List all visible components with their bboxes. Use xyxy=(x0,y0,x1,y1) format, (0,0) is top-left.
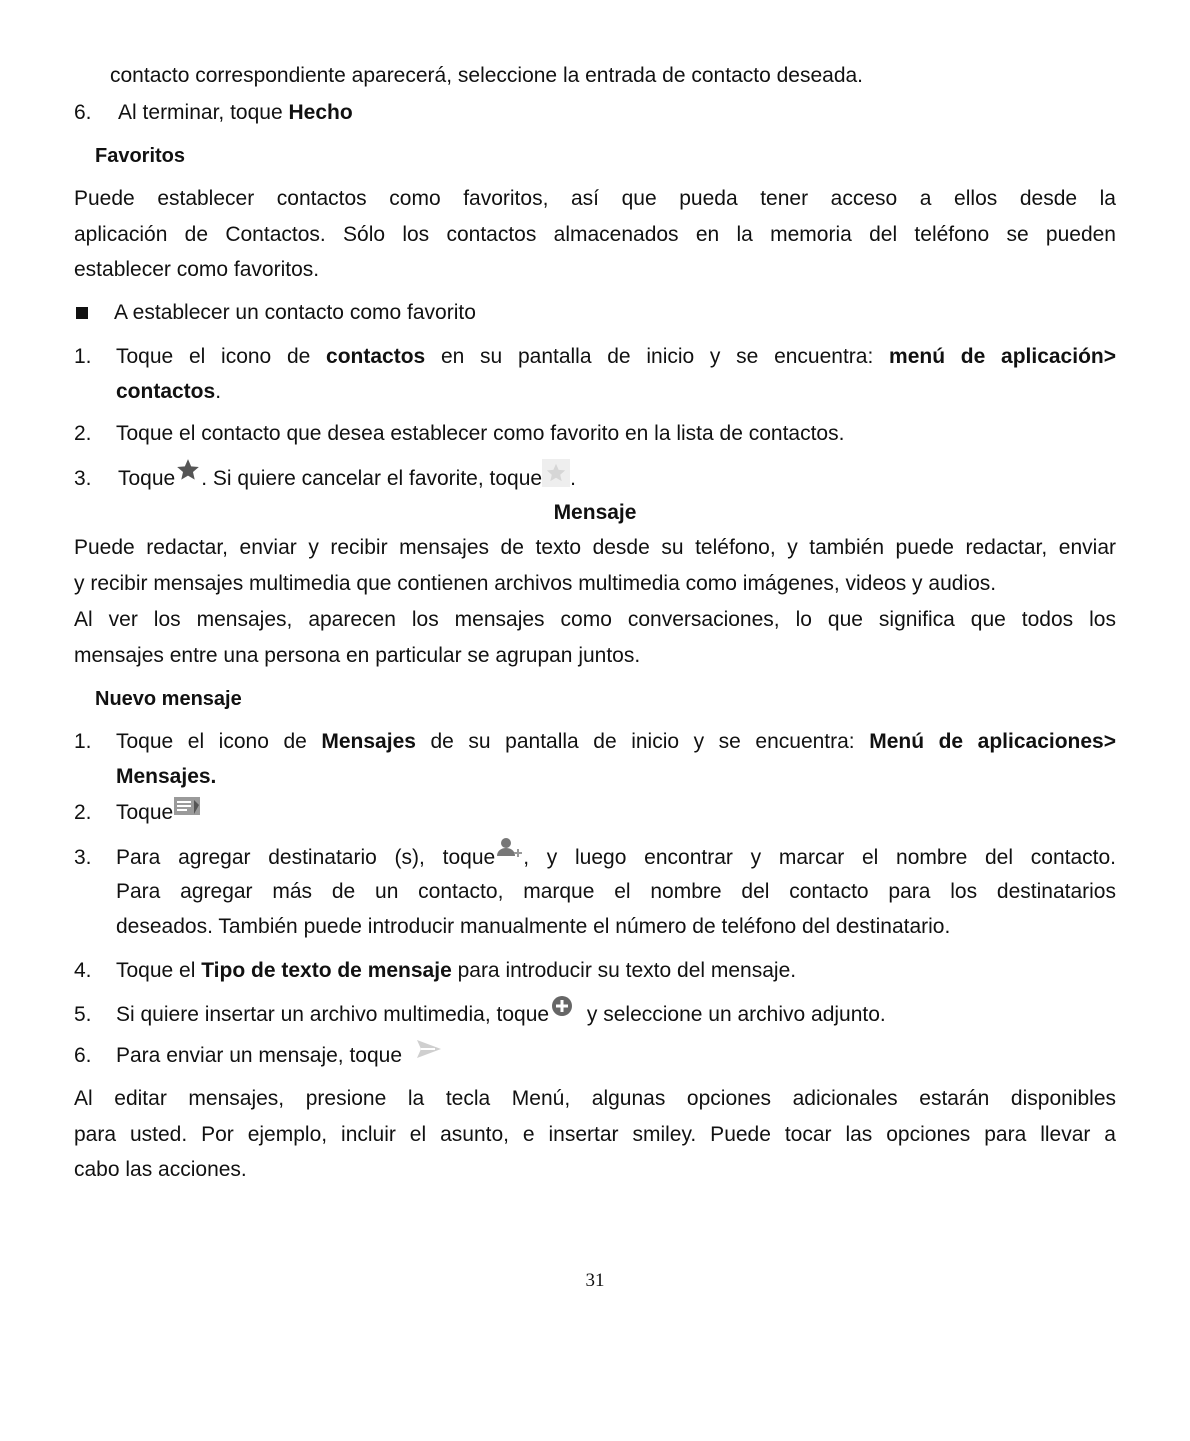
paragraph-line: para usted. Por ejemplo, incluir el asunto, e insertar smiley. Puede tocar las opciones para llevar a xyxy=(74,1123,1116,1146)
list-text: Si quiere insertar un archivo multimedia, toque y seleccione un archivo adjunto. xyxy=(116,1002,886,1028)
paragraph-line: Al editar mensajes, presione la tecla Menú, algunas opciones adicionales estarán disponibles xyxy=(74,1087,1116,1110)
paragraph-line: mensajes entre una persona en particular se agrupan juntos. xyxy=(74,644,641,667)
star-filled-icon xyxy=(175,457,201,490)
list-number: 6. xyxy=(74,101,92,124)
list-number: 3. xyxy=(74,846,92,869)
list-text: Para agregar destinatario (s), toque , y luego encontrar y marcar el nombre del contacto. xyxy=(116,845,1116,871)
list-number: 6. xyxy=(74,1044,92,1067)
continuation-text: contacto correspondiente aparecerá, seleccione la entrada de contacto deseada. xyxy=(110,64,864,87)
list-text: contactos. xyxy=(116,380,222,403)
bullet-text: A establecer un contacto como favorito xyxy=(114,301,476,324)
list-text: Al terminar, toque xyxy=(118,101,289,124)
page-number: 31 xyxy=(585,1270,605,1291)
list-text: Toque el icono de Mensajes de su pantalla de inicio y se encuentra: Menú de aplicaciones> xyxy=(116,730,1116,753)
section-title-mensaje: Mensaje xyxy=(553,501,637,524)
section-heading-favoritos: Favoritos xyxy=(95,145,186,167)
list-text: Toque el icono de contactos en su pantalla de inicio y se encuentra: menú de aplicación> xyxy=(116,345,1116,368)
paragraph-line: aplicación de Contactos. Sólo los contactos almacenados en la memoria del teléfono se pueden xyxy=(74,223,1116,246)
list-text: Toque xyxy=(116,800,203,826)
bullet-item xyxy=(74,300,476,326)
list-number: 5. xyxy=(74,1003,92,1026)
list-number: 4. xyxy=(74,959,92,982)
paragraph-line: Al ver los mensajes, aparecen los mensajes como conversaciones, lo que significa que todos los xyxy=(74,608,1116,631)
paragraph-line: Puede establecer contactos como favoritos, así que pueda tener acceso a ellos desde la xyxy=(74,187,1116,210)
send-icon xyxy=(414,1037,444,1068)
list-number: 2. xyxy=(74,422,92,445)
list-text: Para agregar más de un contacto, marque el nombre del contacto para los destinatarios xyxy=(116,880,1116,903)
paragraph-line: cabo las acciones. xyxy=(74,1158,247,1181)
list-item xyxy=(74,100,353,126)
list-number: 1. xyxy=(74,730,92,753)
star-outline-icon xyxy=(542,459,570,487)
paragraph-line: y recibir mensajes multimedia que contienen archivos multimedia como imágenes, videos y audios. xyxy=(74,572,997,595)
section-heading-nuevo-mensaje: Nuevo mensaje xyxy=(95,688,242,710)
add-recipient-icon xyxy=(495,836,523,869)
list-text: Para enviar un mensaje, toque xyxy=(116,1043,444,1069)
add-attachment-icon xyxy=(551,995,573,1024)
list-number: 1. xyxy=(74,345,92,368)
paragraph-line: Puede redactar, enviar y recibir mensajes de texto desde su teléfono, y también puede redactar, enviar xyxy=(74,536,1116,559)
bold-term: Hecho xyxy=(288,101,353,124)
list-text: deseados. También puede introducir manualmente el número de teléfono del destinatario. xyxy=(116,915,951,938)
list-text: Toque el Tipo de texto de mensaje para introducir su texto del mensaje. xyxy=(116,959,797,982)
list-number: 2. xyxy=(74,801,92,824)
compose-message-icon xyxy=(173,794,203,825)
paragraph-line: establecer como favoritos. xyxy=(74,258,320,281)
square-bullet-icon xyxy=(76,307,88,319)
list-text: Toque . Si quiere cancelar el favorite, toque . xyxy=(118,466,576,492)
list-number: 3. xyxy=(74,467,92,490)
list-text: Mensajes. xyxy=(116,765,217,788)
list-text: Toque el contacto que desea establecer como favorito en la lista de contactos. xyxy=(116,422,845,445)
